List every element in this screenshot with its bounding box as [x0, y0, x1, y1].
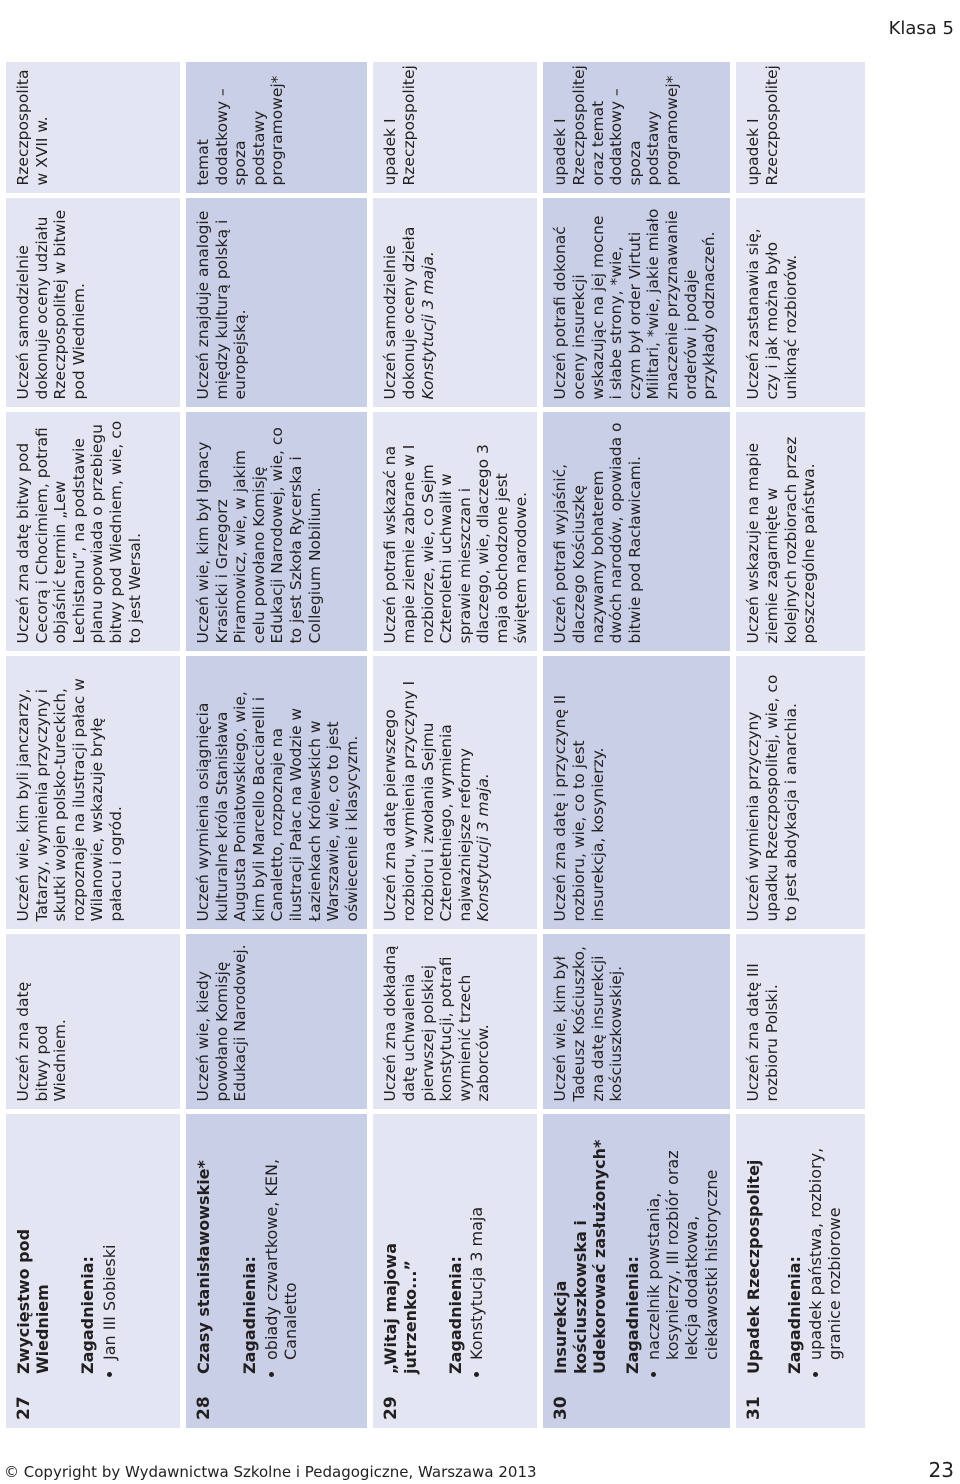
requirement-full: Uczeń samodzielnie dokonuje oceny udziału Rzeczpospolitej w bitwie pod Wiedniem.	[6, 196, 183, 410]
issues-list	[100, 1123, 119, 1375]
curriculum-table	[6, 62, 865, 1428]
requirement-advanced: Uczeń zna datę bitwy pod Cecorą i Chocimiem, potrafi objaśnić termin „Lew Lechistanu”, na podstawie planu opowiada o przebiegu bitwy pod Wiedniem, wie, co to jest Wersal.	[6, 410, 183, 654]
requirement-extended	[370, 654, 540, 932]
requirement-extended: Uczeń wymienia przyczyny upadku Rzeczpospolitej, wie, co to jest abdykacja i anarchia.	[733, 654, 865, 932]
notes-cell: upadek I Rzeczpospolitej	[370, 62, 540, 196]
lesson-cell	[540, 1112, 733, 1428]
lesson-cell	[6, 1112, 183, 1428]
requirement-advanced: Uczeń potrafi wskazać na mapie ziemie zabrane w I rozbiorze, wie, co Sejm Czteroletni uchwalił w sprawie mieszczan i dlaczego, wie, dlaczego 3 maja obchodzone jest świętem narodowe.	[370, 410, 540, 654]
requirement-basic: Uczeń zna datę III rozbioru Polski.	[733, 932, 865, 1112]
notes-cell: upadek I Rzeczpospolitej oraz temat dodatkowy – spoza podstawy programowej*	[540, 62, 733, 196]
requirement-extended: Uczeń wie, kim byli janczarzy, Tatarzy, wymienia przyczyny i skutki wojen polsko-tureckich, rozpoznaje na ilustracji pałac w Wilanowie, wskazuje bryłę pałacu i ogród.	[6, 654, 183, 932]
issues-label: Zagadnienia:	[622, 1256, 642, 1374]
requirement-text: Uczeń samodzielnie dokonuje oceny dzieła	[381, 226, 418, 400]
issue-item: • Jan III Sobieski	[100, 1123, 119, 1361]
lesson-number: 31	[744, 1396, 765, 1420]
lesson-number: 29	[381, 1396, 402, 1420]
copyright-notice: © Copyright by Wydawnictwa Szkolne i Pedagogiczne, Warszawa 2013	[4, 1463, 537, 1481]
table-row	[370, 62, 540, 1428]
issue-item: • upadek państwa, rozbiory, granice rozbiorowe	[806, 1123, 844, 1361]
requirement-basic: Uczeń wie, kim był Tadeusz Kościuszko, zna datę insurekcji kościuszkowskiej.	[540, 932, 733, 1112]
issues-label: Zagadnienia:	[784, 1256, 804, 1374]
lesson-title: „Witaj majowa jutrzenko...”	[381, 1243, 420, 1374]
class-label: Klasa 5	[888, 18, 954, 39]
table-row	[540, 62, 733, 1428]
notes-cell: temat dodatkowy – spoza podstawy programowej*	[183, 62, 370, 196]
lesson-title: Zwycięstwo pod Wiedniem	[14, 1228, 53, 1374]
issue-item: • Konstytucja 3 maja	[467, 1123, 486, 1361]
issue-item: • naczelnik powstania, kosynierzy, III rozbiór oraz lekcja dodatkowa, ciekawostki historyczne	[644, 1123, 721, 1361]
lesson-number: 28	[194, 1396, 214, 1420]
requirement-full: Uczeń potrafi dokonać oceny insurekcji wskazując na jej mocne i słabe strony, *wie, czym był order Virtuti Militari, *wie, jakie miało znaczenie przyznawanie orderów i podaje przykłady odznaczeń.	[540, 196, 733, 410]
notes-cell: upadek I Rzeczpospolitej	[733, 62, 865, 196]
table-row	[733, 62, 865, 1428]
notes-cell: Rzeczpospolita w XVII w.	[6, 62, 183, 196]
table-row	[183, 62, 370, 1428]
issues-label: Zagadnienia:	[240, 1256, 260, 1374]
issues-label: Zagadnienia:	[78, 1256, 98, 1374]
requirement-basic: Uczeń zna dokładną datę uchwalenia pierwszej polskiej konstytucji, potrafi wymienić trzech zaborców.	[370, 932, 540, 1112]
issues-list	[806, 1123, 844, 1375]
requirement-text-italic: Konstytucji 3 maja.	[418, 251, 437, 400]
curriculum-table-rotated	[6, 62, 848, 1428]
requirement-full	[370, 196, 540, 410]
requirement-extended: Uczeń wymienia osiągnięcia kulturalne króla Stanisława Augusta Poniatowskiego, wie, kim byli Marcello Bacciarelli i Canaletto, rozpoznaje na ilustracji Pałac na Wodzie w Łazienkach Królewskich w Warszawie, wie, co to jest oświecenie i klasycyzm.	[183, 654, 370, 932]
lesson-number: 30	[551, 1396, 572, 1420]
requirement-text: Uczeń zna datę pierwszego rozbioru, wymienia przyczyny I rozbioru i zwołania Sejmu Czteroletniego, wymienia najważniejsze reformy	[381, 680, 474, 922]
requirement-full: Uczeń zastanawia się, czy i jak można było uniknąć rozbiorów.	[733, 196, 865, 410]
issues-label: Zagadnienia:	[445, 1256, 465, 1374]
requirement-basic: Uczeń zna datę bitwy pod Wiedniem.	[6, 932, 183, 1112]
requirement-advanced: Uczeń potrafi wyjaśnić, dlaczego Kościuszkę nazywamy bohaterem dwóch narodów, opowiada o bitwie pod Racławicami.	[540, 410, 733, 654]
lesson-cell	[183, 1112, 370, 1428]
issues-list	[262, 1123, 300, 1375]
lesson-title: Insurekcja kościuszkowska i Udekorować zasłużonych*	[551, 1139, 609, 1374]
issues-list	[644, 1123, 721, 1375]
requirement-basic: Uczeń wie, kiedy powołano Komisję Edukacji Narodowej.	[183, 932, 370, 1112]
requirement-full: Uczeń znajduje analogie między kulturą polską i europejską.	[183, 196, 370, 410]
lesson-cell	[733, 1112, 865, 1428]
lesson-title: Czasy stanisławowskie*	[194, 1160, 213, 1374]
table-row	[6, 62, 183, 1428]
issues-list	[467, 1123, 486, 1375]
issue-item: • obiady czwartkowe, KEN, Canaletto	[262, 1123, 300, 1361]
requirement-text-italic: Konstytucji 3 maja.	[474, 773, 493, 922]
lesson-cell	[370, 1112, 540, 1428]
lesson-number: 27	[14, 1396, 34, 1420]
requirement-extended: Uczeń zna datę i przyczynę II rozbioru, wie, co to jest insurekcja, kosynierzy.	[540, 654, 733, 932]
lesson-title: Upadek Rzeczpospolitej	[744, 1159, 764, 1374]
requirement-advanced: Uczeń wie, kim był Ignacy Krasicki i Grzegorz Piramowicz, wie, w jakim celu powołano Komisję Edukacji Narodowej, wie, co to jest Szkoła Rycerska i Collegium Nobilium.	[183, 410, 370, 654]
page-number: 23	[928, 1458, 954, 1482]
requirement-advanced: Uczeń wskazuje na mapie ziemie zagarnięte w kolejnych rozbiorach przez poszczególne państwa.	[733, 410, 865, 654]
